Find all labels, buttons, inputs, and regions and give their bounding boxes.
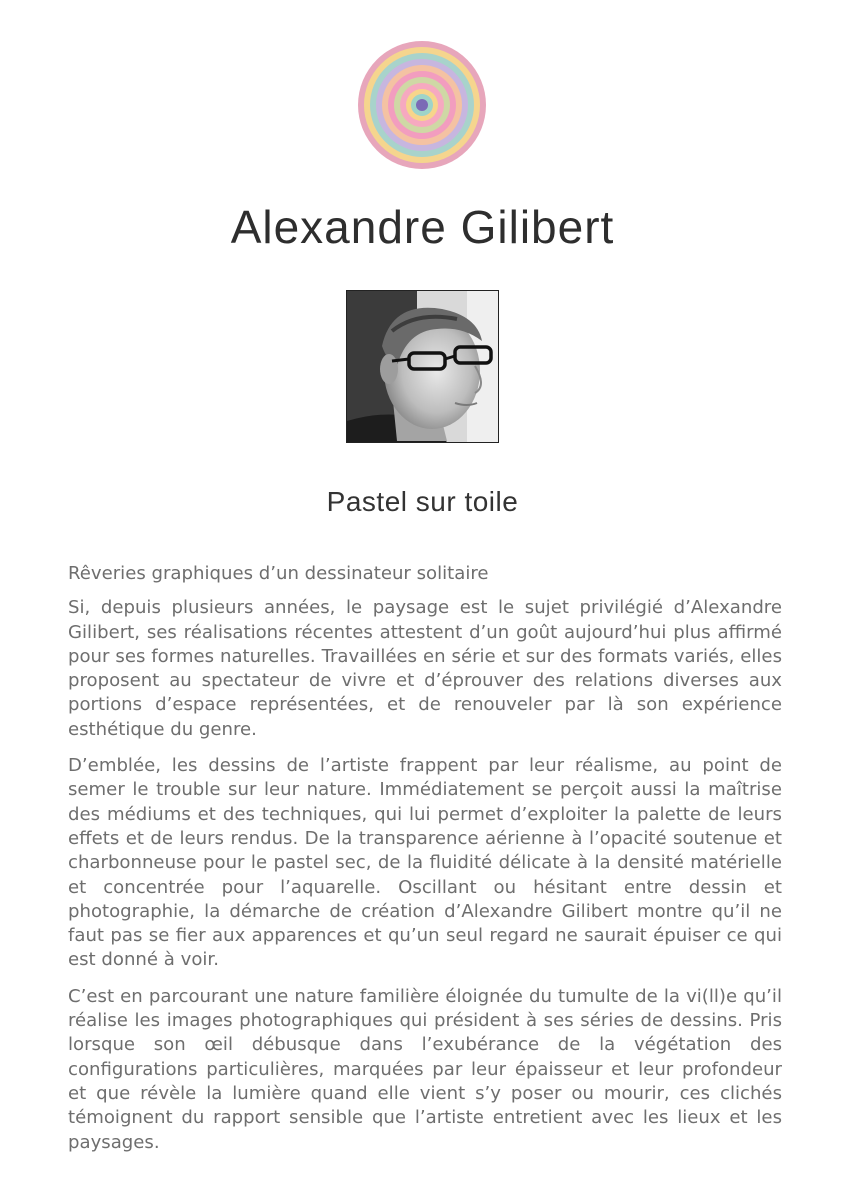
paragraph: C’est en parcourant une nature familière éloignée du tumulte de la vi(ll)e qu’il réalise les images photographiques qui président à ses séries de dessins. Pris lorsque son œil débusque dans l’exubérance de la végétation des configurations particulières, marquées par leur épaisseur et leur profondeur et que révèle la lumière quand elle vient s’y poser ou mourir, ces clichés témoignent du rapport sensible que l’artiste entretient avec les lieux et les paysages. [68, 985, 782, 1153]
lead-line: Rêveries graphiques d’un dessinateur solitaire [68, 563, 489, 584]
artist-name: Alexandre Gilibert [230, 201, 615, 253]
portrait-illustration [347, 291, 498, 442]
concentric-circles-logo [357, 40, 487, 170]
paragraph: D’emblée, les dessins de l’artiste frappent par leur réalisme, au point de semer le trouble sur leur nature. Immédiatement se perçoit aussi la maîtrise des médiums et des techniques, qui lui permet d’exploiter la palette de leurs effets et de leurs rendus. De la transparence aérienne à l’opacité soutenue et charbonneuse pour le pastel sec, de la fluidité délicate à la densité matérielle et concentrée pour l’aquarelle. Oscillant ou hésitant entre dessin et photographie, la démarche de création d’Alexandre Gilibert montre qu’il ne faut pas se fier aux apparences et qu’un seul regard ne saurait épuiser ce qui est donné à voir. [68, 755, 782, 971]
portrait-photo [346, 290, 499, 443]
text-body [68, 562, 782, 1167]
paragraph: Si, depuis plusieurs années, le paysage est le sujet privilégié d’Alexandre Gilibert, ses réalisations récentes attestent d’un goût aujourd’hui plus affirmé pour ses formes naturelles. Travaillées en série et sur des formats variés, elles proposent au spectateur de vivre et d’éprouver des relations diverses aux portions d’espace représentées, et de renouveler par là son expérience esthétique du genre. [68, 597, 782, 740]
section-title: Pastel sur toile [326, 486, 519, 517]
